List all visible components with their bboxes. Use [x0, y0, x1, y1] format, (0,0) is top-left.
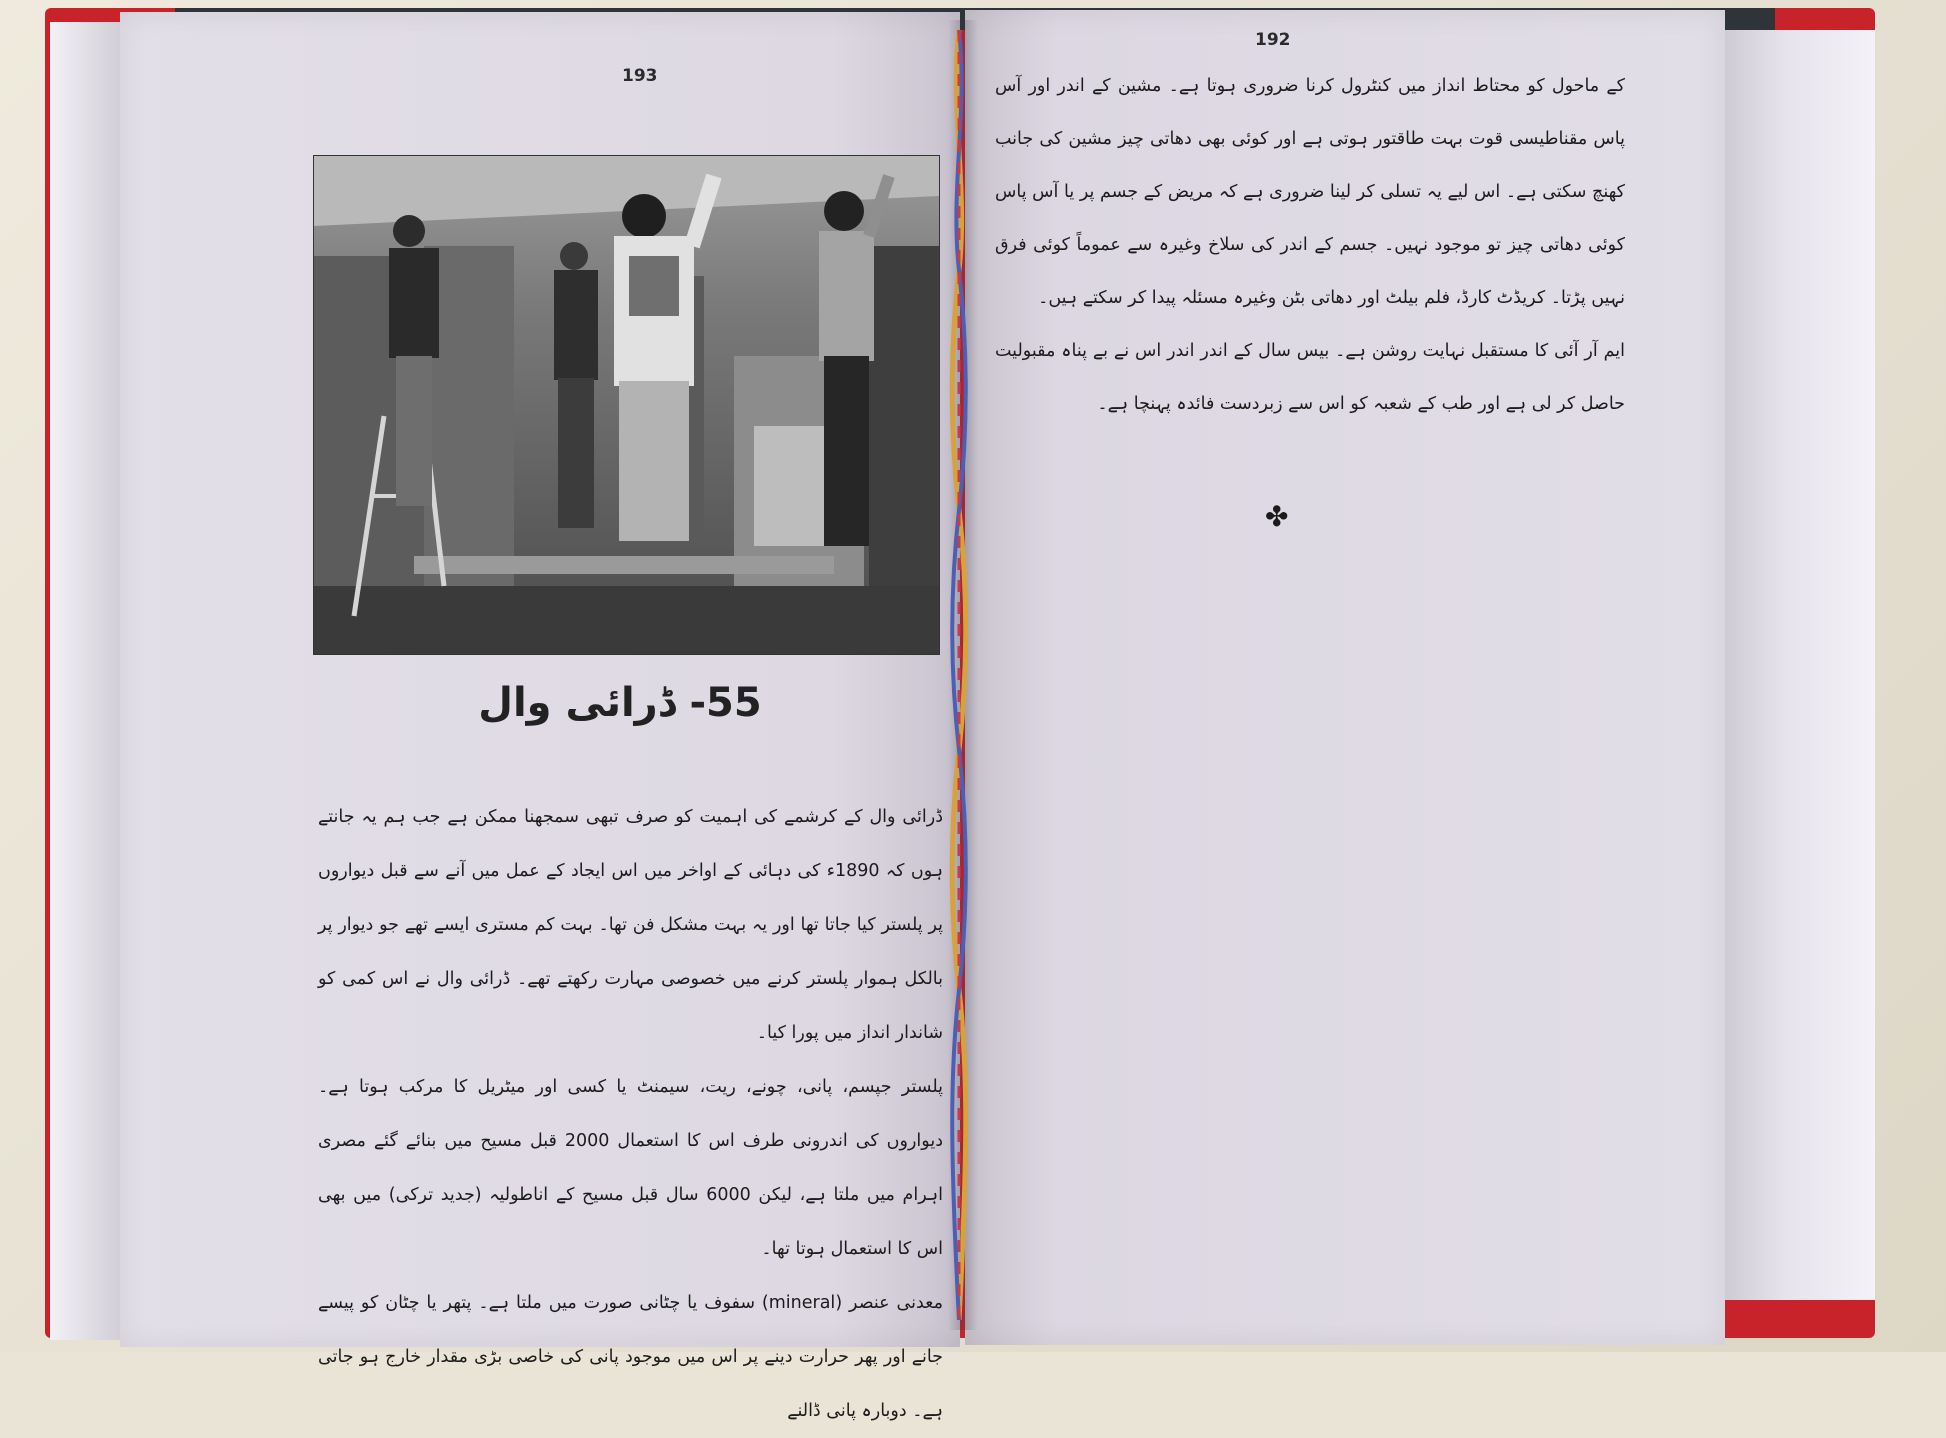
- left-page-body: [318, 790, 943, 1438]
- section-end-ornament-icon: ✤: [1265, 500, 1289, 533]
- left-paragraph-2: پلستر جپسم، پانی، چونے، ریت، سیمنٹ یا کسی اور میٹریل کا مرکب ہوتا ہے۔ دیواروں کی اندرونی طرف اس کا استعمال 2000 قبل مسیح میں بنائے گئے مصری اہرام میں ملتا ہے، لیکن 6000 سال قبل مسیح کے اناطولیہ (جدید ترکی) میں بھی اس کا استعمال ہوتا تھا۔: [318, 1077, 943, 1259]
- workers-photo-illustration: [314, 156, 939, 654]
- right-paragraph-2: ایم آر آئی کا مستقبل نہایت روشن ہے۔ بیس سال کے اندر اندر اس نے بے پناہ مقبولیت حاصل کر لی ہے اور طب کے شعبہ کو اس سے زبردست فائدہ پہنچا ہے۔: [995, 341, 1625, 414]
- right-page-body: [995, 60, 1625, 431]
- drywall-installation-photo: [313, 155, 940, 655]
- left-paragraph-1: ڈرائی وال کے کرشمے کی اہمیت کو صرف تبھی سمجھنا ممکن ہے جب ہم یہ جانتے ہوں کہ 1890ء کی دہائی کے اواخر میں اس ایجاد کے عمل میں آنے سے قبل دیواروں پر پلستر کیا جاتا تھا اور یہ بہت مشکل فن تھا۔ بہت کم مستری ایسے تھے جو دیوار پر بالکل ہموار پلستر کرنے میں خصوصی مہارت رکھتے تھے۔ ڈرائی وال نے اس کمی کو شاندار انداز میں پورا کیا۔: [318, 807, 943, 1043]
- right-page-block: [1725, 30, 1875, 1300]
- right-page-number: 192: [1255, 30, 1291, 50]
- chapter-title: 55- ڈرائی وال: [478, 680, 762, 726]
- right-paragraph-1: کے ماحول کو محتاط انداز میں کنٹرول کرنا ضروری ہوتا ہے۔ مشین کے اندر اور آس پاس مقناطیسی قوت بہت طاقتور ہوتی ہے اور کوئی بھی دھاتی چیز مشین کی جانب کھنچ سکتی ہے۔ اس لیے یہ تسلی کر لینا ضروری ہے کہ مریض کے جسم پر یا آس پاس کوئی دھاتی چیز تو موجود نہیں۔ جسم کے اندر کی سلاخ وغیرہ سے عموماً کوئی فرق نہیں پڑتا۔ کریڈٹ کارڈ، فلم بیلٹ اور دھاتی بٹن وغیرہ مسئلہ پیدا کر سکتے ہیں۔: [995, 76, 1625, 308]
- left-page-number: 193: [622, 66, 658, 86]
- left-paragraph-3: معدنی عنصر (mineral) سفوف یا چٹانی صورت میں ملتا ہے۔ پتھر یا چٹان کو پیسے جانے اور پھر حرارت دینے پر اس میں موجود پانی کی خاصی بڑی مقدار خارج ہو جاتی ہے۔ دوبارہ پانی ڈالنے: [318, 1293, 943, 1421]
- bookmark-ribbon: [948, 30, 970, 1320]
